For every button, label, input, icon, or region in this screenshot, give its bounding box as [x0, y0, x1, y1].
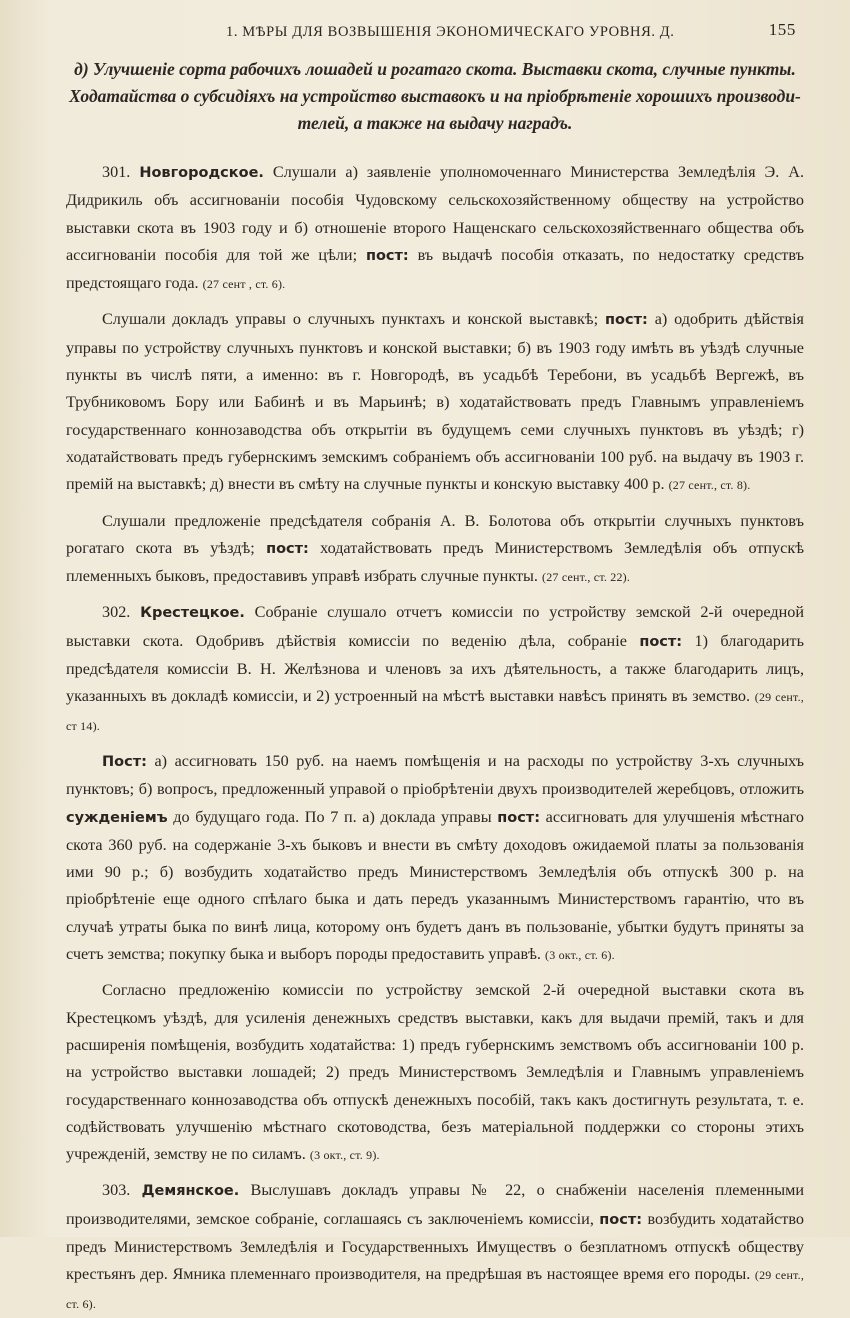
paragraph-text: а) одобрить дѣйствія управы по устройству случныхъ пунктовъ и конской выставки; б) въ 1903 году имѣть въ уѣздѣ случные пункты въ числѣ пяти, а именно: въ г. Новгородѣ, въ усадьбѣ Теребони, въ усадьбѣ Вергежѣ, въ Трубниковомъ Бору или Бабинѣ и въ Марьинѣ; в) ходатайствовать предъ Главнымъ управленіемъ государственнаго коннозаводства объ открытіи въ будущемъ семи случныхъ пунктовъ въ уѣздѣ; г) ходатайствовать предъ губернскимъ земскимъ собраніемъ объ ассигнованіи 100 руб. на выдачу въ 1903 г. премій на выставкѣ; д) внести въ смѣту на случные пункты и конскую выставку 400 р. — [66, 310, 805, 494]
session-reference: (27 сент., ст. 22). — [542, 570, 631, 585]
paragraph-303 — [66, 1177, 804, 1317]
session-reference: (27 сент , ст. 6). — [202, 277, 286, 292]
resolution-marker: Пост: — [102, 753, 147, 770]
resolution-marker: пост: — [365, 247, 409, 264]
paragraph-text: Слушали а) заявленіе уполномоченнаго Министерства Земледѣлія Э. А. Дидрикиль объ ассигнованіи пособія Чудовскому сельскохозяйственному обществу на устройство выставки скота въ 1903 году и б) отношеніе второго Нащенскаго сельскохозяйственнаго общества объ ассигнованіи пособія для той же цѣли; — [66, 163, 805, 264]
resolution-marker: пост: — [599, 1211, 643, 1228]
paragraph-text: въ выдачѣ пособія отказать, по недостатку средствъ предстоящаго года. — [66, 245, 804, 293]
session-reference: (29 сент., ст. 6). — [66, 1268, 805, 1311]
item-number: 303. — [102, 1181, 131, 1200]
paragraph — [66, 306, 804, 499]
paragraph-text: а) ассигновать 150 руб. на наемъ помѣщенія и на расходы по устройству 3-хъ случныхъ пунктовъ; б) вопросъ, предложенный управой о пріобрѣтеніи двухъ производителей жеребцовъ, отложить — [66, 751, 805, 799]
page-number: 155 — [768, 20, 796, 39]
item-number: 302. — [102, 603, 131, 622]
paragraph — [66, 748, 804, 969]
resolution-marker: пост: — [639, 633, 683, 650]
paragraph-text: ходатайствовать предъ Министерствомъ Земледѣлія объ отпускѣ племенныхъ быковъ, предоставивъ управѣ избрать случные пункты. — [66, 538, 805, 586]
district-name: Крестецкое. — [140, 605, 245, 622]
resolution-marker: пост: — [605, 312, 648, 329]
section-heading-line: Ходатайства о субсидіяхъ на устройство выставокъ и на пріобрѣтеніе хорошихъ производи- — [69, 86, 801, 106]
district-name: Новгородское. — [139, 165, 264, 181]
session-reference: (3 окт., ст. 6). — [545, 948, 615, 963]
district-name: Демянское. — [141, 1183, 240, 1200]
running-head — [66, 18, 804, 48]
section-heading — [66, 56, 804, 137]
paragraph-text: 1) благодарить предсѣдателя комиссіи В. Н. Желѣзнова и членовъ за ихъ дѣятельность, а также благодарить лицъ, указанныхъ въ докладѣ комиссіи, и 2) устроенный на мѣстѣ выставки навѣсъ принять въ земство. — [66, 631, 805, 706]
paragraph-text: Выслушавъ докладъ управы № 22, о снабженіи населенія племенными производителями, земское собраніе, соглашаясь съ заключеніемъ комиссіи, — [66, 1181, 805, 1228]
session-reference: (29 сент., ст 14). — [66, 690, 804, 733]
paragraph-text: возбудить ходатайство предъ Министерствомъ Земледѣлія и Государственныхъ Имуществъ о безплатномъ отпускѣ обществу крестьянъ дер. Ямника племеннаго производителя, на предрѣшая въ настоящее время его породы. — [66, 1209, 804, 1284]
paragraph-text: Слушали докладъ управы о случныхъ пунктахъ и конской выставкѣ; — [102, 310, 599, 329]
paragraph — [66, 977, 804, 1169]
resolution-marker: пост: — [497, 809, 541, 826]
item-number: 301. — [102, 163, 131, 181]
session-reference: (27 сент., ст. 8). — [668, 478, 751, 493]
section-heading-line: д) Улучшеніе сорта рабочихъ лошадей и рогатаго скота. Выставки скота, случные пункты. — [74, 59, 796, 79]
paragraph-text: Собраніе слушало отчетъ комиссіи по устройству земской 2-й очередной выставки скота. Одобривъ дѣйствія комиссіи по веденію дѣла, собраніе — [66, 603, 805, 650]
running-head-title: 1. МѢРЫ ДЛЯ ВОЗВЫШЕНІЯ ЭКОНОМИЧЕСКАГО УРОВНЯ. Д. — [226, 24, 675, 40]
emphasized-word: сужденіемъ — [66, 809, 168, 826]
paragraph-text: Согласно предложенію комиссіи по устройству земской 2-й очередной выставки скота въ Крестецкомъ уѣздѣ, для усиленія денежныхъ средствъ выставки, какъ для выдачи премій, такъ и для расширенія помѣщенія, возбудить ходатайства: 1) предъ губернскимъ земствомъ объ ассигнованіи 100 р. на устройство выставки лошадей; 2) предъ Министерствомъ Земледѣлія и Главнымъ управленіемъ государственнаго коннозаводства объ отпускѣ денежныхъ пособій, такъ какъ достигнуть результата, т. е. содѣйствовать улучшенію мѣстнаго скотоводства, безъ матеріальной поддержки со стороны этихъ учрежденій, земству не по силамъ. — [66, 981, 804, 1164]
paragraph-302 — [66, 599, 804, 739]
session-reference: (3 окт., ст. 9). — [309, 1148, 380, 1163]
paragraph-text: Слушали предложеніе предсѣдателя собранія А. В. Болотова объ открытіи случныхъ пунктовъ рогатаго скота въ уѣздѣ; — [66, 511, 804, 557]
paragraph — [66, 508, 804, 592]
paragraph-301 — [66, 159, 804, 298]
paragraph-text: до будущаго года. По 7 п. а) доклада управы — [173, 807, 492, 826]
section-heading-line: телей, а также на выдачу наградъ. — [297, 113, 573, 133]
resolution-marker: пост: — [266, 540, 309, 557]
paragraph-text: ассигновать для улучшенія мѣстнаго скота 360 руб. на содержаніе 3-хъ быковъ и внести въ смѣту доходовъ ожидаемой платы за пользованія ими 90 р.; б) возбудить ходатайство предъ Министерствомъ Земледѣлія объ отпускѣ 300 р. на пріобрѣтеніе еще одного спѣлаго быка и дать передъ указаннымъ Министерствомъ гарантію, что въ случаѣ утраты быка по винѣ лица, которому онъ будетъ данъ въ пользованіе, убытки будутъ приняты за счетъ земства; покупку быка и выборъ породы предоставить управѣ. — [66, 807, 805, 964]
